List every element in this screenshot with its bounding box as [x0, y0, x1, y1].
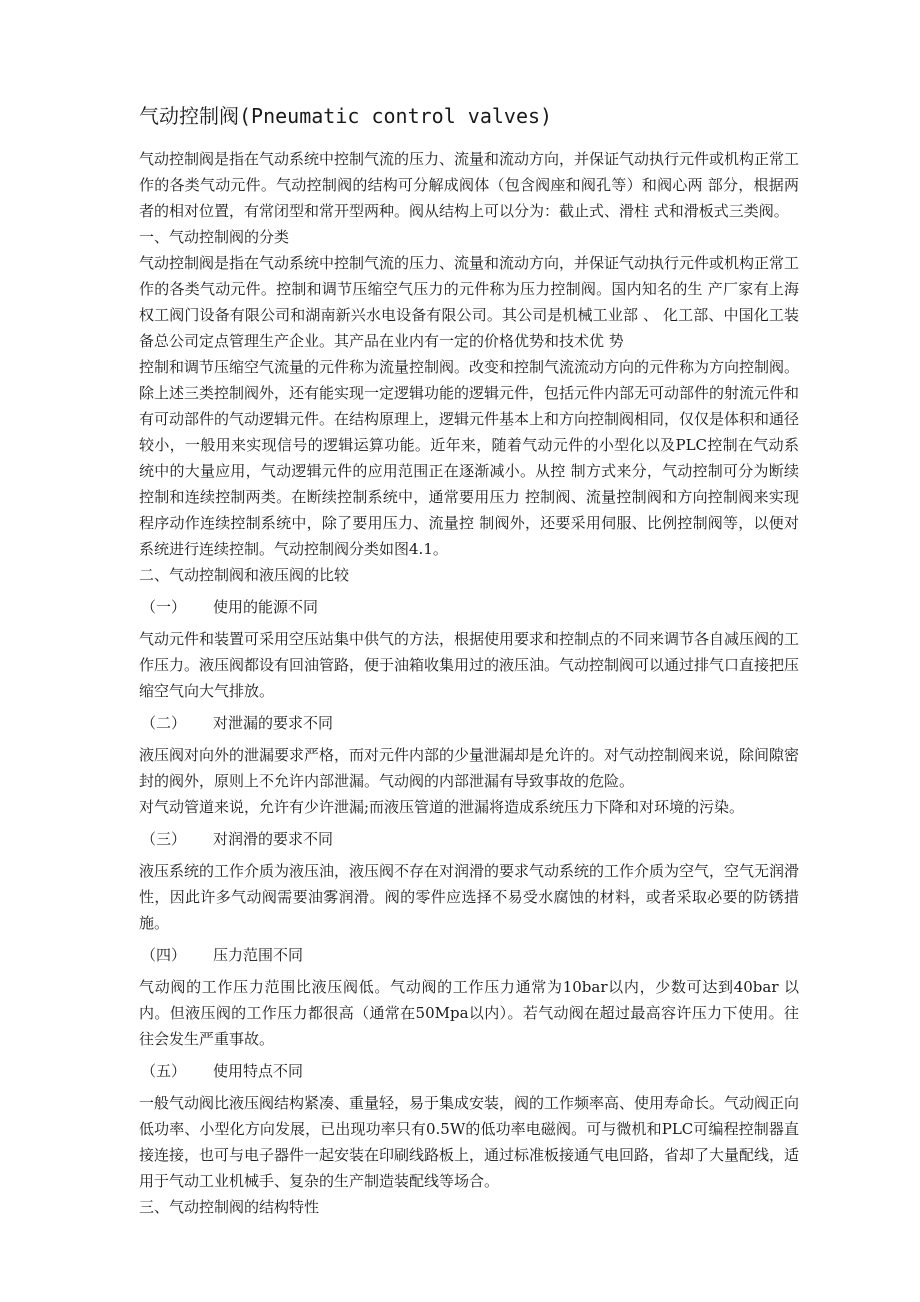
subsection-number: （三）	[141, 830, 187, 848]
subsection-title: 对润滑的要求不同	[213, 830, 334, 848]
paragraph: 一般气动阀比液压阀结构紧凑、重量轻，易于集成安装，阀的工作频率高、使用寿命长。气动阀正向低功率、小型化方向发展，已出现功率只有0.5W的低功率电磁阀。可与微机和PLC可编程控制器直接连接，也可与电子器件一起安装在印刷线路板上，通过标准板接通气电回路，省却了大量配线，适用于气动工业机械手、复杂的生产制造装配线等场合。	[139, 1094, 800, 1190]
paragraph: 除上述三类控制阀外，还有能实现一定逻辑功能的逻辑元件，包括元件内部无可动部件的射流元件和有可动部件的气动逻辑元件。在结构原理上，逻辑元件基本上和方向控制阀相同，仅仅是体积和通径较小，一般用来实现信号的逻辑运算功能。近年来，随着气动元件的小型化以及PLC控制在气动系统中的大量应用，气动逻辑元件的应用范围正在逐渐减小。从控 制方式来分，气动控制可分为断续控制和连续控制两类。在断续控制系统中，通常要用压力 控制阀、流量控制阀和方向控制阀来实现程序动作连续控制系统中，除了要用压力、流量控 制阀外，还要采用伺服、比例控制阀等，以便对系统进行连续控制。气动控制阀分类如图4.1。	[139, 384, 800, 558]
subsection-number: （五）	[141, 1062, 187, 1080]
paragraph: 气动阀的工作压力范围比液压阀低。气动阀的工作压力通常为10bar以内，少数可达到40bar 以内。但液压阀的工作压力都很高（通常在50Mpa以内）。若气动阀在超过最高容许压力下使用。往往会发生严重事故。	[139, 978, 799, 1048]
section-heading-classification: 一、气动控制阀的分类	[139, 228, 290, 246]
subsection-title: 使用的能源不同	[213, 598, 319, 616]
document-body	[139, 146, 799, 1220]
paragraph: 控制和调节压缩空气流量的元件称为流量控制阀。改变和控制气流流动方向的元件称为方向控制阀。	[139, 358, 800, 376]
paragraph: 液压系统的工作介质为液压油，液压阀不存在对润滑的要求气动系统的工作介质为空气，空气无润滑性，因此许多气动阀需要油雾润滑。阀的零件应选择不易受水腐蚀的材料，或者采取必要的防锈措施。	[139, 862, 800, 932]
subsection-heading	[139, 592, 799, 622]
subsection-heading	[139, 824, 799, 854]
paragraph: 气动控制阀是指在气动系统中控制气流的压力、流量和流动方向，并保证气动执行元件或机构正常工作的各类气动元件。控制和调节压缩空气压力的元件称为压力控制阀。国内知名的生 产厂家有上海权工阀门设备有限公司和湖南新兴水电设备有限公司。其公司是机械工业部 、 化工部、中国化工装备总公司定点管理生产企业。其产品在业内有一定的价格优势和技术优 势	[139, 254, 800, 350]
subsection-title: 使用特点不同	[213, 1062, 304, 1080]
section-heading-structure: 三、气动控制阀的结构特性	[139, 1198, 320, 1216]
subsection-heading	[139, 940, 799, 970]
subsection-number: （二）	[141, 714, 187, 732]
subsection-number: （四）	[141, 946, 187, 964]
subsection-title: 对泄漏的要求不同	[213, 714, 334, 732]
paragraph: 气动元件和装置可采用空压站集中供气的方法，根据使用要求和控制点的不同来调节各自减压阀的工作压力。液压阀都设有回油管路，便于油箱收集用过的液压油。气动控制阀可以通过排气口直接把压缩空气向大气排放。	[139, 630, 800, 700]
paragraph: 对气动管道来说，允许有少许泄漏;而液压管道的泄漏将造成系统压力下降和对环境的污染。	[139, 798, 745, 816]
subsection-heading	[139, 1056, 799, 1086]
section-heading-comparison: 二、气动控制阀和液压阀的比较	[139, 566, 350, 584]
subsection-number: （一）	[141, 598, 187, 616]
subsection-heading	[139, 708, 799, 738]
intro-paragraph: 气动控制阀是指在气动系统中控制气流的压力、流量和流动方向，并保证气动执行元件或机构正常工作的各类气动元件。气动控制阀的结构可分解成阀体（包含阀座和阀孔等）和阀心两 部分，根据两者的相对位置，有常闭型和常开型两种。阀从结构上可以分为：截止式、滑柱 式和滑板式三类阀。	[139, 150, 800, 220]
page-title: 气动控制阀(Pneumatic control valves)	[139, 104, 553, 128]
subsection-title: 压力范围不同	[213, 946, 304, 964]
paragraph: 液压阀对向外的泄漏要求严格，而对元件内部的少量泄漏却是允许的。对气动控制阀来说，除间隙密封的阀外，原则上不允许内部泄漏。气动阀的内部泄漏有导致事故的危险。	[139, 746, 800, 790]
